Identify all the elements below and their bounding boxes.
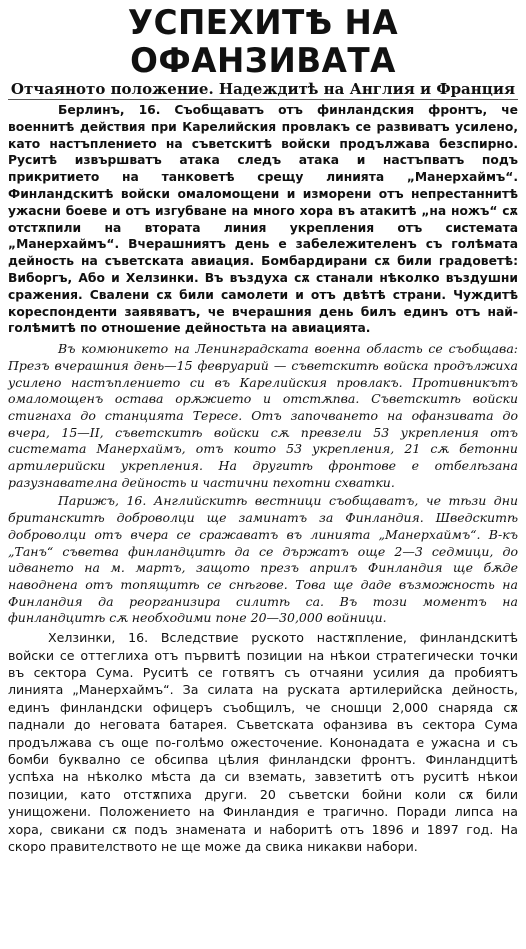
article-subheadline: Отчаяното положение. Надеждитѣ на Англия и Франция (8, 81, 518, 100)
paragraph-helsinki: Хелзинки, 16. Вследствие руското настѫпление, финландскитѣ войски се оттеглиха отъ първитѣ позиции на нѣкои стратегически точки въ сектора Сума. Руситѣ се готвятъ съ отчаяни усилия да пробиятъ линията „Манерхаймъ“. За силата на руската артилерийска дейность, единъ финландски офицеръ съобщилъ, че сношци 2,000 снаряда сѫ паднали до неговата батарея. Съветската офанзива въ сектора Сума продължава съ още по-голѣмо ожесточение. Кононадата е ужасна и съ бомби буквално се обсипва цѣлия финландски фронтъ. Финландцитѣ успѣха на нѣколко мѣста да си вземать, завзетитѣ отъ руситѣ нѣкои позиции, като отстѫпиха други. 20 съветски бойни коли сѫ били унищожени. Положението на Финландия е трагично. Поради липса на хора, свикани сѫ подъ знамената и наборитѣ отъ 1896 и 1897 год. На скоро правителството не ще може да свика никакви набори. (8, 630, 518, 854)
paragraph-berlin: Берлинъ, 16. Съобщаватъ отъ финландския фронтъ, че военнитѣ действия при Карелийския провлакъ се развиватъ усилено, като настъплението на съветскитѣ войски продължава безспирно. Руситѣ извършватъ атака следъ атака и настъпватъ подъ прикритието на танковетѣ срещу линията „Манерхаймъ“. Финландскитѣ войски омаломощени и изморени отъ непрестаннитѣ ужасни боеве и отъ изгубване на много хора въ атакитѣ „на ножъ“ сѫ отстѫпили на втората линия укрепления отъ системата „Манерхаймъ“. Вчерашниятъ день е забележителенъ съ голѣмата дейность на съветската авиация. Бомбардирани сѫ били градоветѣ: Виборгъ, Або и Хелзинки. Въ въздуха сѫ станали нѣколко въздушни сражения. Свалени сѫ били самолети и отъ двѣтѣ страни. Чуждитѣ кореспонденти заявяватъ, че вчерашния день билъ единъ отъ най-голѣмитѣ по отношение дейностьта на авиацията. (8, 103, 518, 336)
paragraph-leningrad-communique: Въ комюникето на Ленинградската военна область се съобщава: Презъ вчерашния день—15 февруарий — съветскитѣ войска продължиха усилено настъплението си въ Карелийския провлакъ. Противникътъ омаломощенъ остава орѫжието и отстѫпва. Съветскитѣ войски стигнаха до станцията Тересе. Отъ започването на офанзивата до вчера, 15—II, съветскитѣ войски сѫ превзели 53 укрепления отъ системата Манерхаймъ, отъ които 53 укрепления, 21 сѫ бетонни артилерийски укрепления. На другитѣ фронтове е отбелѣзана разузнавателна дейность и частични пехотни схватки. (8, 341, 518, 490)
paragraph-paris: Парижъ, 16. Английскитѣ вестници съобщаватъ, че тѣзи дни британскитѣ доброволци ще заминатъ за Финландия. Шведскитѣ доброволци отъ вчера се сражаватъ въ линията „Манерхаймъ“. В-къ „Танъ“ съветва финландцитѣ да се държатъ още 2—3 седмици, до идването на м. мартъ, защото презъ априлъ Финландия ще бѫде наводнена отъ топящитѣ се снѣгове. Това ще даде възможность на Финландия да реорганизира силитѣ са. Въ този моментъ на финландцитѣ сѫ необходими поне 20—30,000 войници. (8, 493, 518, 626)
article-headline: УСПЕХИТѢ НА ОФАНЗИВАТА (127, 3, 399, 81)
